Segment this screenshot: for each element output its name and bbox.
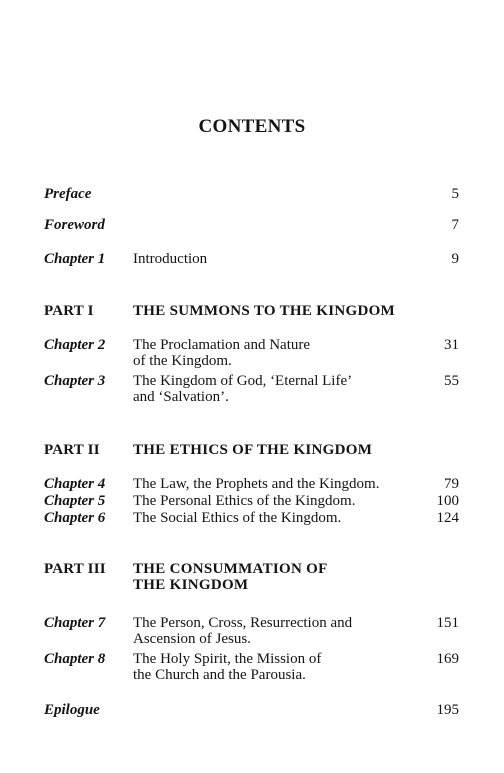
entry-label: Chapter 3 bbox=[44, 373, 106, 389]
entry-page: 169 bbox=[436, 651, 459, 667]
toc-part-1 bbox=[0, 303, 504, 341]
entry-label: Chapter 4 bbox=[44, 476, 106, 492]
entry-label: Chapter 5 bbox=[44, 493, 106, 509]
entry-page: 195 bbox=[436, 702, 459, 718]
toc-entry-chapter-6 bbox=[0, 510, 504, 548]
entry-title: Introduction bbox=[133, 251, 208, 267]
entry-page: 7 bbox=[451, 217, 459, 233]
entry-page: 124 bbox=[436, 510, 459, 526]
part-label: PART II bbox=[44, 442, 100, 458]
entry-label: Chapter 8 bbox=[44, 651, 106, 667]
entry-title: The Proclamation and Nature of the Kingdom. bbox=[133, 337, 311, 369]
entry-label: Chapter 6 bbox=[44, 510, 106, 526]
part-title: THE SUMMONS TO THE KINGDOM bbox=[133, 303, 396, 319]
entry-title: The Holy Spirit, the Mission of the Church and the Parousia. bbox=[133, 651, 322, 683]
toc-entry-chapter-2 bbox=[0, 337, 504, 375]
entry-page: 9 bbox=[451, 251, 459, 267]
entry-page: 5 bbox=[451, 186, 459, 202]
part-title: THE CONSUMMATION OF THE KINGDOM bbox=[133, 561, 328, 593]
toc-entry-chapter-8 bbox=[0, 651, 504, 689]
entry-title: The Person, Cross, Resurrection and Ascension of Jesus. bbox=[133, 615, 353, 647]
entry-title: The Personal Ethics of the Kingdom. bbox=[133, 493, 356, 509]
entry-label: Epilogue bbox=[44, 702, 100, 718]
entry-label: Chapter 2 bbox=[44, 337, 106, 353]
toc-entry-chapter-7 bbox=[0, 615, 504, 653]
toc-part-3 bbox=[0, 561, 504, 599]
page-title: CONTENTS bbox=[198, 116, 306, 137]
entry-title: The Kingdom of God, ‘Eternal Life’ and ‘Salvation’. bbox=[133, 373, 353, 405]
part-label: PART I bbox=[44, 303, 94, 319]
entry-page: 79 bbox=[444, 476, 459, 492]
part-label: PART III bbox=[44, 561, 106, 577]
entry-label: Chapter 7 bbox=[44, 615, 106, 631]
toc-entry-chapter-3 bbox=[0, 373, 504, 411]
entry-title: The Law, the Prophets and the Kingdom. bbox=[133, 476, 380, 492]
entry-label: Foreword bbox=[44, 217, 105, 233]
entry-page: 55 bbox=[444, 373, 459, 389]
part-title: THE ETHICS OF THE KINGDOM bbox=[133, 442, 373, 458]
toc-entry-epilogue bbox=[0, 702, 504, 740]
toc-part-2 bbox=[0, 442, 504, 480]
entry-label: Chapter 1 bbox=[44, 251, 106, 267]
entry-title: The Social Ethics of the Kingdom. bbox=[133, 510, 342, 526]
entry-page: 151 bbox=[436, 615, 459, 631]
entry-label: Preface bbox=[44, 186, 92, 202]
entry-page: 31 bbox=[444, 337, 459, 353]
entry-page: 100 bbox=[436, 493, 459, 509]
toc-entry-chapter-1 bbox=[0, 251, 504, 289]
toc-entry-foreword bbox=[0, 217, 504, 255]
